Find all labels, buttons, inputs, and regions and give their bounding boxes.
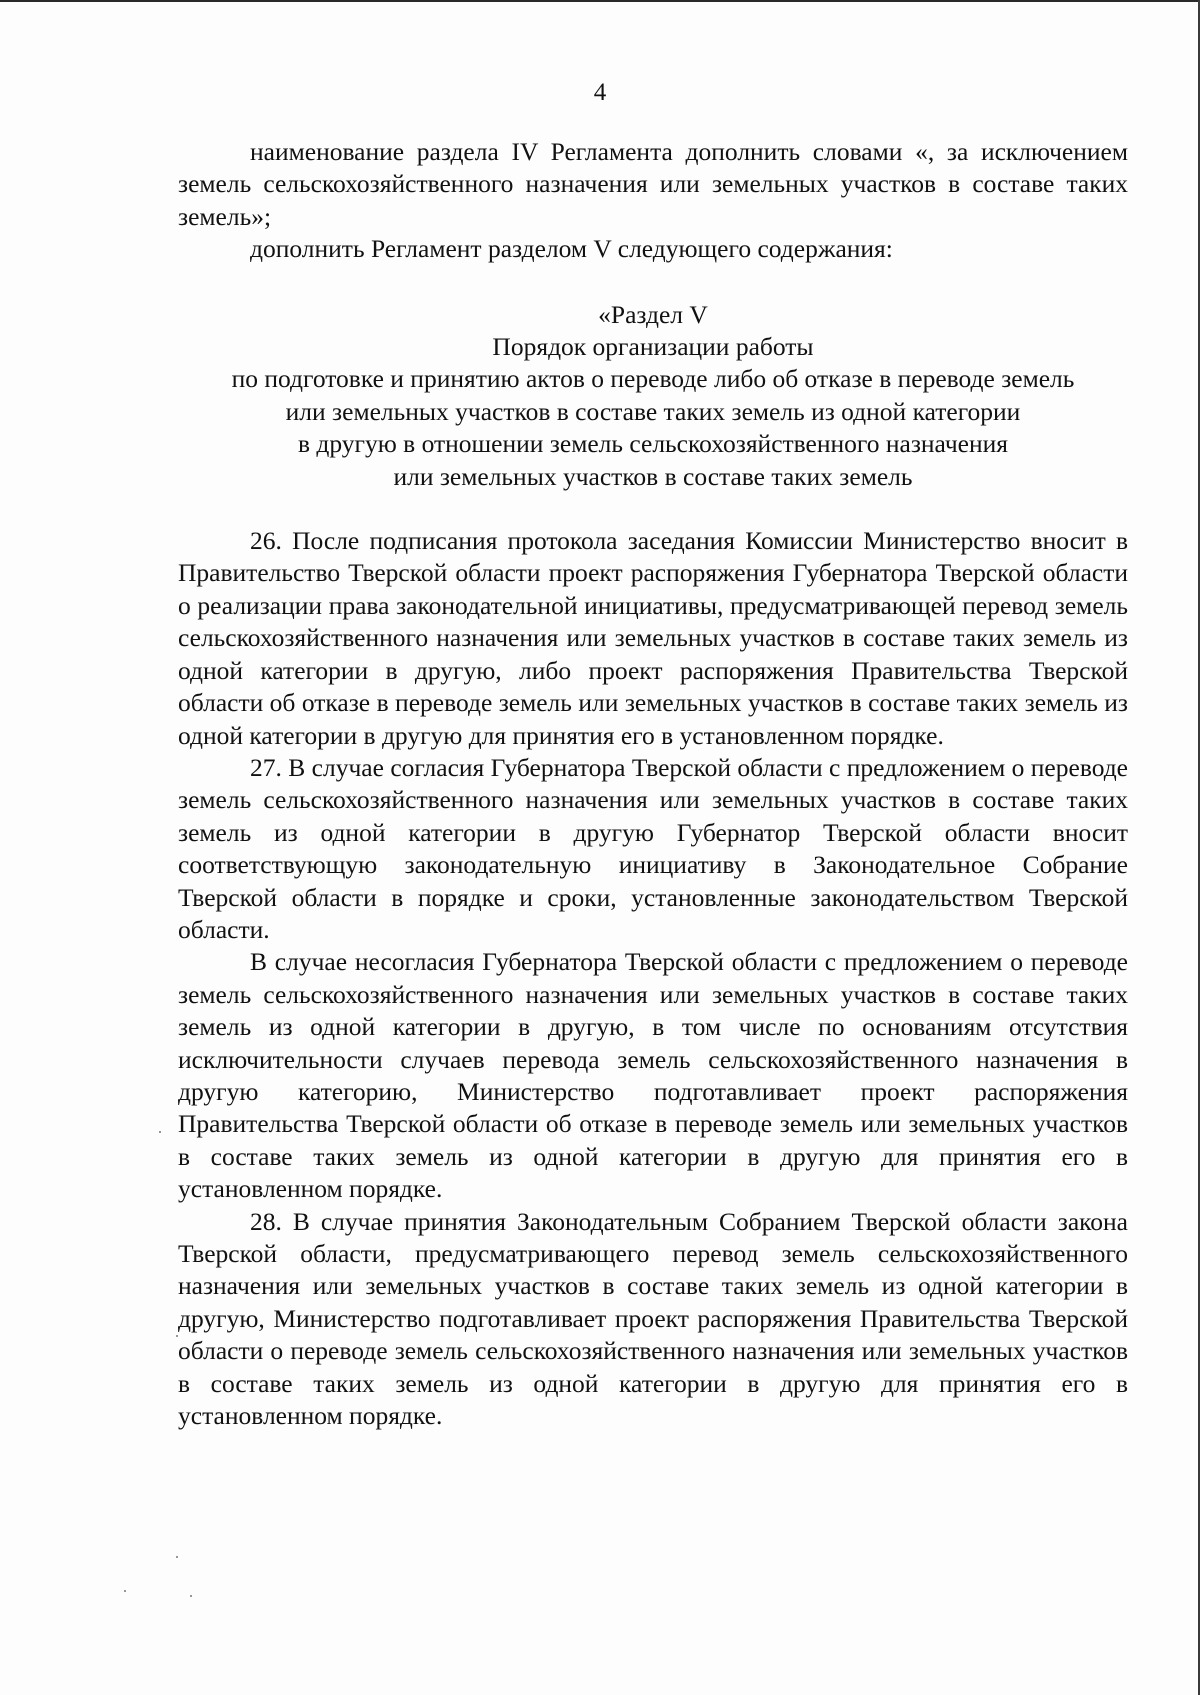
- section-heading: [178, 299, 1128, 493]
- scan-speck: [159, 1131, 161, 1133]
- scan-speck: [124, 1590, 126, 1592]
- intro-paragraph-2: дополнить Регламент разделом V следующего содержания:: [250, 234, 893, 264]
- section-heading-line-2: Порядок организации работы: [492, 332, 814, 362]
- section-heading-line-1: «Раздел V: [598, 299, 708, 329]
- paragraph-26: 26. После подписания протокола заседания Комиссии Министерство вносит в Правительство Тверской области проект распоряжения Губернатора Тверской области о реализации права законодательной инициативы, предусматривающей перевод земель сельскохозяйственного назначения или земельных участков в составе таких земель из одной категории в другую, либо проект распоряжения Правительства Тверской области об отказе в переводе земель или земельных участков в составе таких земель из одной категории в другую для принятия его в установленном порядке.: [178, 526, 1128, 750]
- scan-speck: [176, 1556, 178, 1558]
- section-heading-line-4: или земельных участков в составе таких земель из одной категории: [285, 396, 1021, 426]
- scan-speck: [190, 1595, 192, 1597]
- intro-paragraph-1: наименование раздела IV Регламента дополнить словами «, за исключением земель сельскохозяйственного назначения или земельных участков в составе таких земель»;: [178, 137, 1128, 231]
- section-heading-line-5: в другую в отношении земель сельскохозяйственного назначения: [297, 429, 1008, 459]
- scan-edge-top: [0, 0, 1200, 2]
- section-heading-line-3: по подготовке и принятию актов о переводе либо об отказе в переводе земель: [231, 364, 1075, 394]
- page-number: 4: [593, 79, 607, 106]
- paragraph-27-continued: В случае несогласия Губернатора Тверской области с предложением о переводе земель сельскохозяйственного назначения или земельных участков в составе таких земель из одной категории в другую, в том числе по основаниям отсутствия исключительности случаев перевода земель сельскохозяйственного назначения в другую категорию, Министерство подготавливает проект распоряжения Правительства Тверской области об отказе в переводе земель или земельных участков в составе таких земель из одной категории в другую для принятия его в установленном порядке.: [178, 947, 1128, 1204]
- paragraph-28: 28. В случае принятия Законодательным Собранием Тверской области закона Тверской области, предусматривающего перевод земель сельскохозяйственного назначения или земельных участков в составе таких земель из одной категории в другую, Министерство подготавливает проект распоряжения Правительства Тверской области о переводе земель сельскохозяйственного назначения или земельных участков в составе таких земель из одной категории в другую для принятия его в установленном порядке.: [178, 1206, 1128, 1431]
- scan-speck: [176, 1335, 178, 1337]
- heading-spacer: [178, 493, 1128, 525]
- paragraph-27: 27. В случае согласия Губернатора Тверской области с предложением о переводе земель сельскохозяйственного назначения или земельных участков в составе таких земель из одной категории в другую Губернатор Тверской области вносит соответствующую законодательную инициативу в Законодательное Собрание Тверской области в порядке и сроки, установленные законодательством Тверской области.: [178, 752, 1128, 944]
- section-heading-line-6: или земельных участков в составе таких земель: [393, 461, 913, 491]
- document-body: [178, 136, 1128, 1432]
